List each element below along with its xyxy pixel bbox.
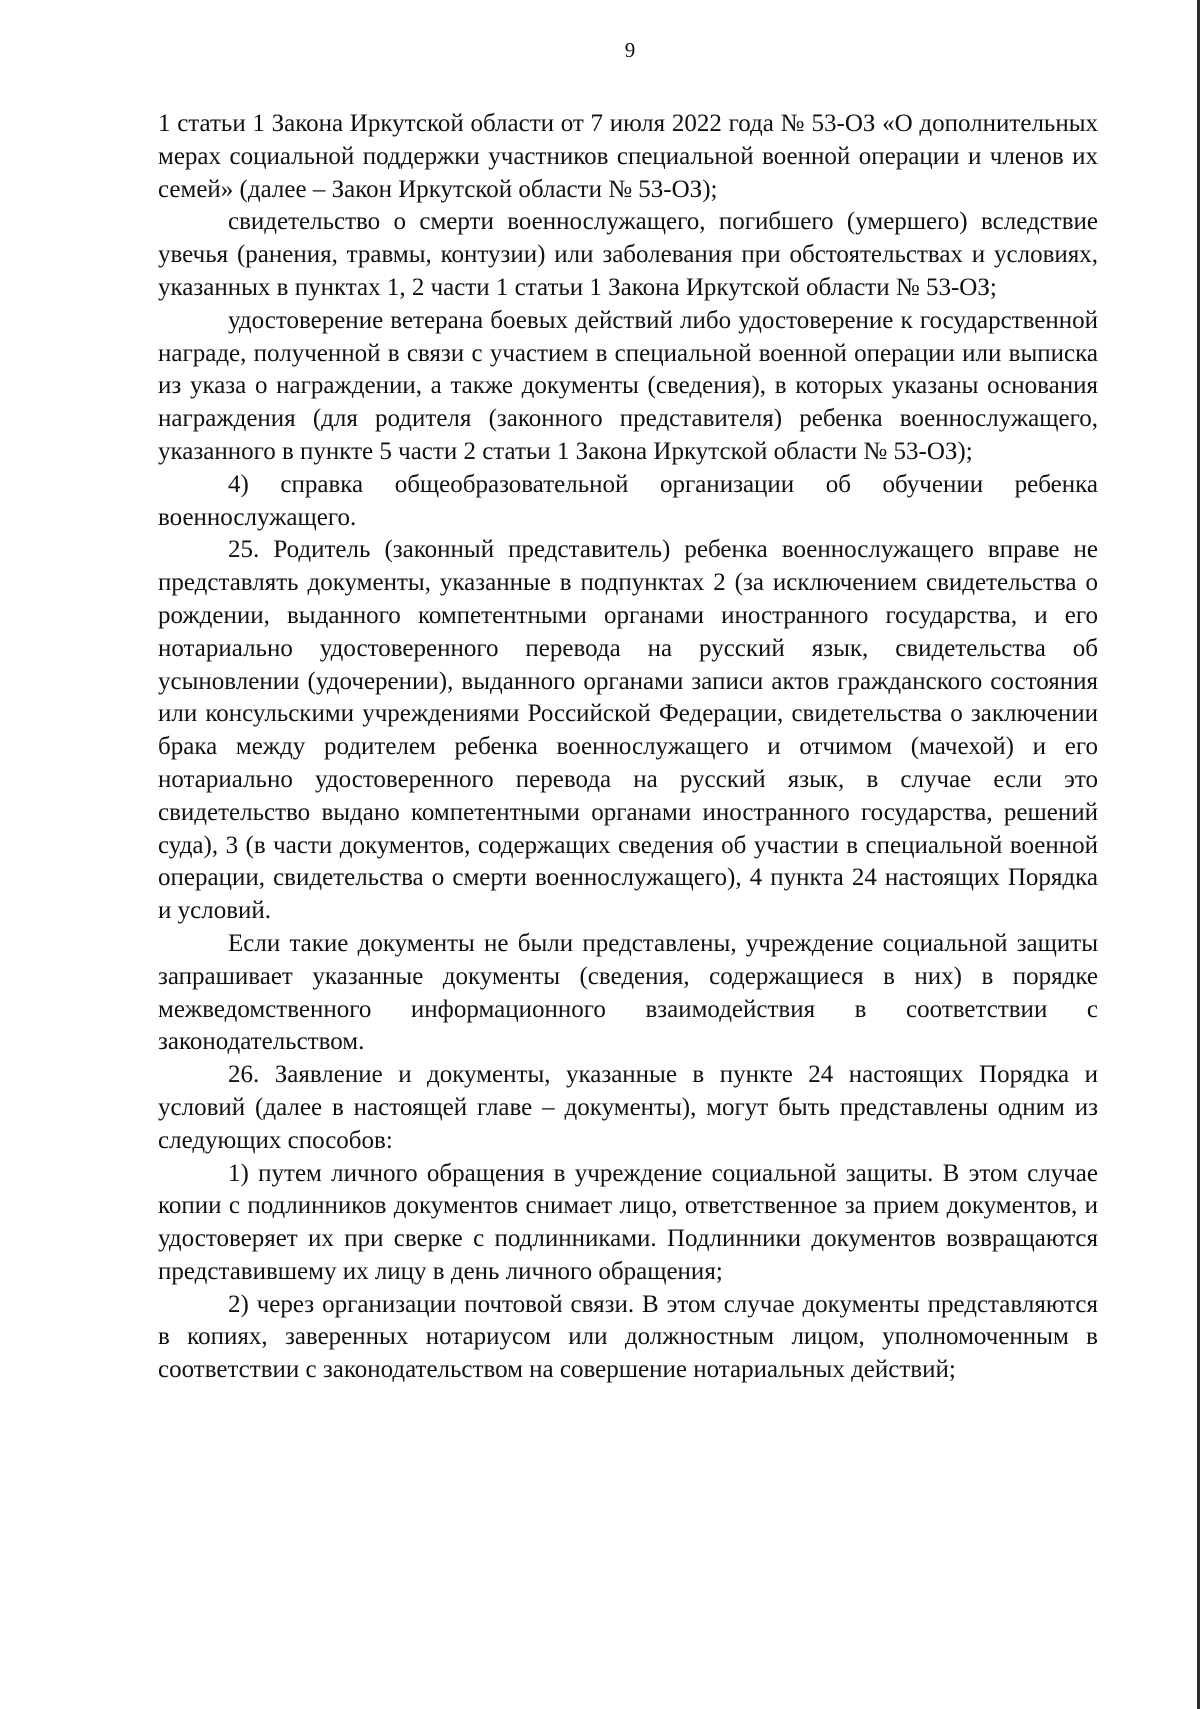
paragraph-interagency-request: Если такие документы не были представлены, учреждение социальной защиты запрашивает указанные документы (сведения, содержащиеся в них) в порядке межведомственного информационного взаимодействия в соответствии с законодательством. xyxy=(158,929,1098,1056)
paragraph-veteran-certificate: удостоверение ветерана боевых действий либо удостоверение к государственной награде, полученной в связи с участием в специальной военной операции или выписка из указа о награждении, а также документы (сведения), в которых указаны основания награждения (для родителя (законного представителя) ребенка военнослужащего, указанного в пункте 5 части 2 статьи 1 Закона Иркутской области № 53-ОЗ); xyxy=(158,306,1098,465)
paragraph-clause-25: 25. Родитель (законный представитель) ребенка военнослужащего вправе не представлять документы, указанные в подпунктах 2 (за исключением свидетельства о рождении, выданного компетентными органами иностранного государства, и его нотариально удостоверенного перевода на русский язык, свидетельства об усыновлении (удочерении), выданного органами записи актов гражданского состояния или консульскими учреждениями Российской Федерации, свидетельства о заключении брака между родителем ребенка военнослужащего и отчимом (мачехой) и его нотариально удостоверенного перевода на русский язык, в случае если это свидетельство выдано компетентными органами иностранного государства, решений суда), 3 (в части документов, содержащих сведения об участии в специальной военной операции, свидетельства о смерти военнослужащего), 4 пункта 24 настоящих Порядка и условий. xyxy=(158,536,1098,925)
paragraph-method-2: 2) через организации почтовой связи. В этом случае документы представляются в копиях, заверенных нотариусом или должностным лицом, уполномоченным в соответствии с законодательством на совершение нотариальных действий; xyxy=(158,1290,1098,1384)
document-body xyxy=(158,108,1098,1387)
paragraph-clause-26: 26. Заявление и документы, указанные в пункте 24 настоящих Порядка и условий (далее в настоящей главе – документы), могут быть представлены одним из следующих способов: xyxy=(158,1061,1098,1154)
paragraph-method-1: 1) путем личного обращения в учреждение социальной защиты. В этом случае копии с подлинников документов снимает лицо, ответственное за прием документов, и удостоверяет их при сверке с подлинниками. Подлинники документов возвращаются представившему их лицу в день личного обращения; xyxy=(158,1159,1098,1285)
paragraph-death-certificate: свидетельство о смерти военнослужащего, погибшего (умершего) вследствие увечья (ранения, травмы, контузии) или заболевания при обстоятельствах и условиях, указанных в пунктах 1, 2 части 1 статьи 1 Закона Иркутской области № 53-ОЗ; xyxy=(158,208,1098,301)
paragraph-item-4: 4) справка общеобразовательной организации об обучении ребенка военнослужащего. xyxy=(158,470,1098,531)
paragraph-continuation: 1 статьи 1 Закона Иркутской области от 7 июля 2022 года № 53-ОЗ «О дополнительных мерах социальной поддержки участников специальной военной операции и членов их семей» (далее – Закон Иркутской области № 53-ОЗ); xyxy=(158,110,1098,203)
page-number: 9 xyxy=(624,38,636,62)
